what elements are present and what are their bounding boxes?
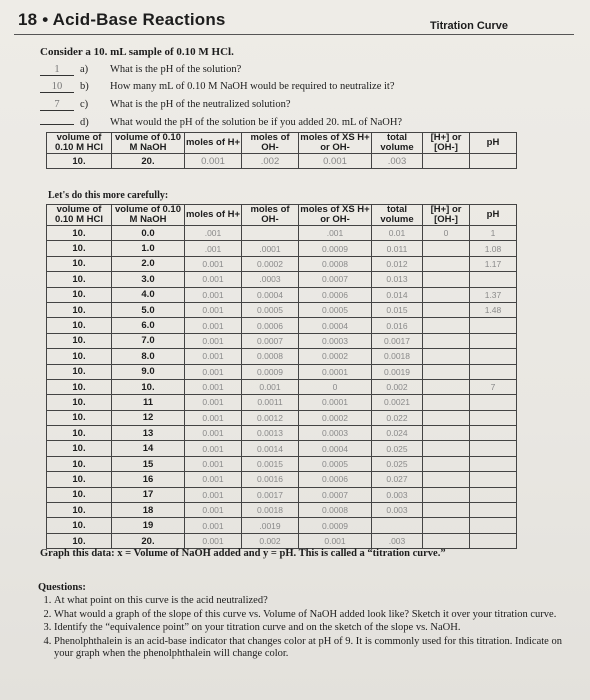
cell-ph[interactable] — [470, 533, 517, 548]
cell-conc[interactable] — [423, 302, 470, 317]
cell-naoh: 17 — [112, 487, 185, 502]
question-item: 1. At what point on this curve is the acid neutralized? — [54, 595, 583, 608]
cell-conc[interactable] — [423, 503, 470, 518]
cell-mol-h[interactable]: 0.001 — [185, 472, 242, 487]
answer-blank[interactable]: 1 — [40, 64, 74, 76]
question-item: 2. What would a graph of the slope of this curve vs. Volume of NaOH added look like? Sketch it over your titration curve. — [54, 609, 583, 622]
cell-mol-oh[interactable]: 0.0009 — [242, 364, 299, 379]
table-row — [47, 226, 517, 241]
cell-total[interactable]: 0.002 — [372, 379, 423, 394]
col-mol-h: moles of H+ — [185, 205, 242, 226]
cell-mol-h[interactable]: 0.001 — [185, 426, 242, 441]
cell-hcl: 10. — [47, 533, 112, 548]
table-row — [47, 318, 517, 333]
cell-mol-oh[interactable]: .0001 — [242, 241, 299, 256]
cell-total[interactable]: 0.01 — [372, 226, 423, 241]
cell-ph[interactable] — [470, 349, 517, 364]
cell-mol-oh[interactable]: 0.0016 — [242, 472, 299, 487]
cell-conc[interactable] — [423, 518, 470, 533]
cell-xs[interactable]: 0.0004 — [299, 441, 372, 456]
table-row — [47, 302, 517, 317]
cell-total[interactable] — [372, 518, 423, 533]
cell-naoh: 11 — [112, 395, 185, 410]
cell-xs[interactable]: 0.0009 — [299, 241, 372, 256]
cell-naoh: 2.0 — [112, 256, 185, 271]
cell-mol-h[interactable]: .001 — [185, 226, 242, 241]
cell-ph[interactable] — [470, 426, 517, 441]
title-divider — [14, 34, 574, 35]
cell-hcl: 10. — [47, 318, 112, 333]
table-row — [47, 333, 517, 348]
cell-hcl: 10. — [47, 154, 112, 169]
cell-naoh: 3.0 — [112, 272, 185, 287]
cell-mol-h[interactable]: 0.001 — [185, 318, 242, 333]
cell-ph — [470, 154, 517, 169]
col-total: total volume — [372, 205, 423, 226]
page-title: 18 • Acid-Base Reactions — [18, 10, 226, 29]
cell-hcl: 10. — [47, 410, 112, 425]
table-row — [47, 410, 517, 425]
col-xs: moles of XS H+ or OH- — [300, 132, 370, 153]
col-naoh: volume of 0.10 M NaOH — [112, 205, 185, 226]
col-hcl: volume of 0.10 M HCl — [47, 133, 112, 154]
cell-total[interactable]: 0.0017 — [372, 333, 423, 348]
cell-conc[interactable] — [423, 256, 470, 271]
table-row — [47, 518, 517, 533]
cell-xs[interactable]: 0.0004 — [299, 318, 372, 333]
question-a — [40, 64, 241, 76]
cell-naoh: 19 — [112, 518, 185, 533]
question-letter: b) — [80, 81, 89, 92]
titration-curve-label: Titration Curve — [430, 20, 509, 32]
cell-naoh: 20. — [112, 154, 185, 169]
cell-total[interactable]: 0.0019 — [372, 364, 423, 379]
cell-total[interactable]: 0.027 — [372, 472, 423, 487]
col-mol-oh: moles of OH- — [242, 205, 299, 226]
table-row — [47, 487, 517, 502]
cell-conc[interactable] — [423, 241, 470, 256]
cell-total[interactable]: 0.012 — [372, 256, 423, 271]
cell-hcl: 10. — [47, 256, 112, 271]
question-text: What is the pH of the solution? — [110, 64, 242, 75]
table-row — [47, 426, 517, 441]
cell-xs[interactable]: 0.0002 — [299, 410, 372, 425]
cell-xs[interactable]: 0.0006 — [299, 472, 372, 487]
answer-blank[interactable]: 10 — [40, 81, 74, 93]
cell-xs[interactable]: 0 — [299, 379, 372, 394]
cell-conc[interactable] — [423, 379, 470, 394]
cell-naoh: 13 — [112, 426, 185, 441]
cell-conc[interactable] — [423, 472, 470, 487]
cell-total[interactable]: 0.013 — [372, 272, 423, 287]
question-d — [40, 117, 402, 128]
cell-ph[interactable] — [470, 318, 517, 333]
cell-mol-oh[interactable]: 0.002 — [242, 533, 299, 548]
cell-xs[interactable]: 0.0001 — [299, 395, 372, 410]
answer-blank[interactable]: 7 — [40, 99, 74, 111]
cell-xs[interactable]: 0.0006 — [299, 287, 372, 302]
table-row — [47, 441, 517, 456]
cell-mol-h[interactable]: 0.001 — [185, 379, 242, 394]
cell-naoh: 5.0 — [112, 302, 185, 317]
cell-naoh: 14 — [112, 441, 185, 456]
cell-mol-h[interactable]: 0.001 — [185, 364, 242, 379]
cell-ph[interactable] — [470, 272, 517, 287]
table-row — [47, 456, 517, 471]
cell-xs[interactable]: 0.0003 — [299, 333, 372, 348]
cell-naoh: 6.0 — [112, 318, 185, 333]
summary-header-row — [47, 133, 517, 154]
cell-xs[interactable]: 0.0003 — [299, 426, 372, 441]
col-hcl: volume of 0.10 M HCl — [47, 205, 112, 226]
question-b — [40, 81, 395, 93]
cell-naoh: 9.0 — [112, 364, 185, 379]
cell-total[interactable]: 0.025 — [372, 456, 423, 471]
cell-conc[interactable] — [423, 349, 470, 364]
cell-mol-h[interactable]: 0.001 — [185, 349, 242, 364]
table-row — [47, 503, 517, 518]
cell-mol-h[interactable]: 0.001 — [185, 533, 242, 548]
table-row — [47, 533, 517, 548]
cell-mol-oh[interactable]: .0019 — [242, 518, 299, 533]
cell-ph[interactable] — [470, 395, 517, 410]
cell-xs[interactable]: 0.0001 — [299, 364, 372, 379]
cell-mol-oh[interactable]: 0.0013 — [242, 426, 299, 441]
cell-mol-oh[interactable]: 0.0014 — [242, 441, 299, 456]
cell-total[interactable]: 0.003 — [372, 503, 423, 518]
cell-xs[interactable]: 0.0002 — [299, 349, 372, 364]
cell-ph[interactable] — [470, 503, 517, 518]
question-text: What would the pH of the solution be if you added 20. mL of NaOH? — [110, 117, 403, 128]
cell-xs: 0.001 — [299, 154, 372, 169]
data-header-row — [47, 205, 517, 226]
cell-conc[interactable] — [423, 333, 470, 348]
cell-naoh: 16 — [112, 472, 185, 487]
cell-hcl: 10. — [47, 441, 112, 456]
cell-xs[interactable]: .001 — [299, 226, 372, 241]
col-ph: pH — [470, 133, 517, 154]
col-conc: [H+] or [OH-] — [423, 133, 470, 154]
cell-conc[interactable] — [423, 364, 470, 379]
cell-naoh: 8.0 — [112, 349, 185, 364]
cell-ph[interactable]: 1.37 — [470, 287, 517, 302]
table-row — [47, 241, 517, 256]
question-text: What is the pH of the neutralized solution? — [110, 99, 291, 110]
cell-ph[interactable]: 1.48 — [470, 302, 517, 317]
question-item: 3. Identify the “equivalence point” on your titration curve and on the sketch of the slope vs. NaOH. — [54, 622, 583, 635]
cell-naoh: 12 — [112, 410, 185, 425]
cell-ph[interactable] — [470, 487, 517, 502]
cell-mol-h[interactable]: 0.001 — [185, 287, 242, 302]
cell-ph[interactable] — [470, 333, 517, 348]
questions-heading: Questions: — [38, 582, 86, 593]
cell-ph[interactable] — [470, 518, 517, 533]
cell-xs[interactable]: 0.0005 — [299, 302, 372, 317]
cell-mol-oh[interactable]: 0.0018 — [242, 503, 299, 518]
summary-table — [46, 132, 517, 169]
cell-naoh: 10. — [112, 379, 185, 394]
cell-conc[interactable] — [423, 272, 470, 287]
cell-mol-oh[interactable]: 0.0015 — [242, 456, 299, 471]
intro-text: Consider a 10. mL sample of 0.10 M HCl. — [40, 46, 234, 58]
questions-list — [38, 595, 583, 661]
col-naoh: volume of 0.10 M NaOH — [112, 133, 185, 154]
question-text: How many mL of 0.10 M NaOH would be required to neutralize it? — [110, 81, 395, 92]
cell-total[interactable]: 0.003 — [372, 487, 423, 502]
question-letter: c) — [80, 99, 89, 110]
cell-mol-h[interactable]: .001 — [185, 241, 242, 256]
cell-mol-oh[interactable]: 0.001 — [242, 379, 299, 394]
question-letter: a) — [80, 64, 89, 75]
cell-hcl: 10. — [47, 333, 112, 348]
cell-ph[interactable] — [470, 410, 517, 425]
cell-total: .003 — [372, 154, 423, 169]
col-xs: moles of XS H+ or OH- — [300, 204, 370, 225]
cell-ph[interactable]: 1 — [470, 226, 517, 241]
cell-mol-h[interactable]: 0.001 — [185, 503, 242, 518]
cell-hcl: 10. — [47, 518, 112, 533]
col-mol-oh: moles of OH- — [242, 133, 299, 154]
col-mol-h: moles of H+ — [185, 133, 242, 154]
cell-mol-h[interactable]: 0.001 — [185, 518, 242, 533]
cell-ph[interactable] — [470, 456, 517, 471]
cell-naoh: 18 — [112, 503, 185, 518]
cell-mol-oh[interactable]: 0.0011 — [242, 395, 299, 410]
cell-hcl: 10. — [47, 395, 112, 410]
question-c — [40, 99, 291, 111]
cell-naoh: 4.0 — [112, 287, 185, 302]
table-row — [47, 256, 517, 271]
cell-naoh: 0.0 — [112, 226, 185, 241]
cell-hcl: 10. — [47, 272, 112, 287]
cell-xs[interactable]: 0.0007 — [299, 272, 372, 287]
cell-hcl: 10. — [47, 456, 112, 471]
cell-mol-h[interactable]: 0.001 — [185, 456, 242, 471]
cell-conc[interactable] — [423, 410, 470, 425]
cell-hcl: 10. — [47, 472, 112, 487]
cell-total[interactable]: 0.024 — [372, 426, 423, 441]
cell-mol-oh[interactable]: 0.0017 — [242, 487, 299, 502]
summary-row — [47, 154, 517, 169]
cell-conc[interactable] — [423, 533, 470, 548]
cell-ph[interactable] — [470, 364, 517, 379]
careful-label: Let's do this more carefully: — [48, 190, 169, 201]
cell-conc[interactable] — [423, 487, 470, 502]
cell-conc[interactable] — [423, 456, 470, 471]
cell-hcl: 10. — [47, 287, 112, 302]
cell-total[interactable]: 0.015 — [372, 302, 423, 317]
cell-mol-h[interactable]: 0.001 — [185, 441, 242, 456]
cell-naoh: 20. — [112, 533, 185, 548]
cell-conc[interactable] — [423, 395, 470, 410]
cell-conc[interactable] — [423, 287, 470, 302]
cell-mol-h[interactable]: 0.001 — [185, 256, 242, 271]
cell-hcl: 10. — [47, 379, 112, 394]
graph-instruction: Graph this data: x = Volume of NaOH added and y = pH. This is called a “titration curve.” — [40, 548, 446, 559]
cell-xs[interactable]: 0.0007 — [299, 487, 372, 502]
cell-mol-h[interactable]: 0.001 — [185, 302, 242, 317]
cell-mol-h[interactable]: 0.001 — [185, 487, 242, 502]
cell-ph[interactable]: 1.17 — [470, 256, 517, 271]
cell-xs[interactable]: 0.0008 — [299, 503, 372, 518]
table-row — [47, 379, 517, 394]
col-total: total volume — [372, 133, 423, 154]
cell-hcl: 10. — [47, 364, 112, 379]
cell-mol-oh[interactable]: .0003 — [242, 272, 299, 287]
cell-mol-oh[interactable]: 0.0002 — [242, 256, 299, 271]
cell-mol-oh[interactable]: 0.0007 — [242, 333, 299, 348]
cell-conc[interactable] — [423, 441, 470, 456]
cell-mol-oh[interactable]: 0.0006 — [242, 318, 299, 333]
cell-mol-oh[interactable]: 0.0012 — [242, 410, 299, 425]
cell-xs[interactable]: 0.0008 — [299, 256, 372, 271]
col-conc: [H+] or [OH-] — [423, 205, 470, 226]
cell-total[interactable]: 0.011 — [372, 241, 423, 256]
cell-ph[interactable]: 7 — [470, 379, 517, 394]
cell-naoh: 15 — [112, 456, 185, 471]
question-letter: d) — [80, 117, 89, 128]
cell-mol-oh: .002 — [242, 154, 299, 169]
cell-xs[interactable]: 0.0005 — [299, 456, 372, 471]
cell-mol-h: 0.001 — [185, 154, 242, 169]
cell-hcl: 10. — [47, 503, 112, 518]
cell-total[interactable]: 0.0021 — [372, 395, 423, 410]
questions-section — [38, 582, 583, 662]
cell-naoh: 1.0 — [112, 241, 185, 256]
cell-ph[interactable]: 1.08 — [470, 241, 517, 256]
cell-mol-h[interactable]: 0.001 — [185, 333, 242, 348]
cell-ph[interactable] — [470, 441, 517, 456]
cell-conc[interactable]: 0 — [423, 226, 470, 241]
table-row — [47, 272, 517, 287]
cell-mol-h[interactable]: 0.001 — [185, 272, 242, 287]
cell-total[interactable]: 0.022 — [372, 410, 423, 425]
cell-total[interactable]: .003 — [372, 533, 423, 548]
table-row — [47, 395, 517, 410]
cell-xs[interactable]: 0.001 — [299, 533, 372, 548]
cell-hcl: 10. — [47, 226, 112, 241]
cell-mol-oh[interactable] — [242, 226, 299, 241]
cell-mol-oh[interactable]: 0.0008 — [242, 349, 299, 364]
cell-xs[interactable]: 0.0009 — [299, 518, 372, 533]
cell-hcl: 10. — [47, 241, 112, 256]
cell-hcl: 10. — [47, 487, 112, 502]
cell-mol-h[interactable]: 0.001 — [185, 395, 242, 410]
cell-mol-oh[interactable]: 0.0004 — [242, 287, 299, 302]
data-table — [46, 204, 517, 549]
col-ph: pH — [470, 205, 517, 226]
cell-mol-oh[interactable]: 0.0005 — [242, 302, 299, 317]
cell-ph[interactable] — [470, 472, 517, 487]
cell-total[interactable]: 0.0018 — [372, 349, 423, 364]
cell-total[interactable]: 0.014 — [372, 287, 423, 302]
table-row — [47, 349, 517, 364]
cell-hcl: 10. — [47, 426, 112, 441]
cell-mol-h[interactable]: 0.001 — [185, 410, 242, 425]
answer-blank[interactable] — [40, 124, 74, 125]
table-row — [47, 287, 517, 302]
table-row — [47, 364, 517, 379]
cell-conc[interactable] — [423, 426, 470, 441]
cell-conc[interactable] — [423, 318, 470, 333]
cell-hcl: 10. — [47, 302, 112, 317]
cell-total[interactable]: 0.016 — [372, 318, 423, 333]
table-row — [47, 472, 517, 487]
cell-hcl: 10. — [47, 349, 112, 364]
cell-total[interactable]: 0.025 — [372, 441, 423, 456]
question-item: 4. Phenolphthalein is an acid-base indicator that changes color at pH of 9. It is commonly used for this titration. Indicate on your graph when the phenolphthalein will change color. — [54, 636, 583, 661]
cell-conc — [423, 154, 470, 169]
cell-naoh: 7.0 — [112, 333, 185, 348]
